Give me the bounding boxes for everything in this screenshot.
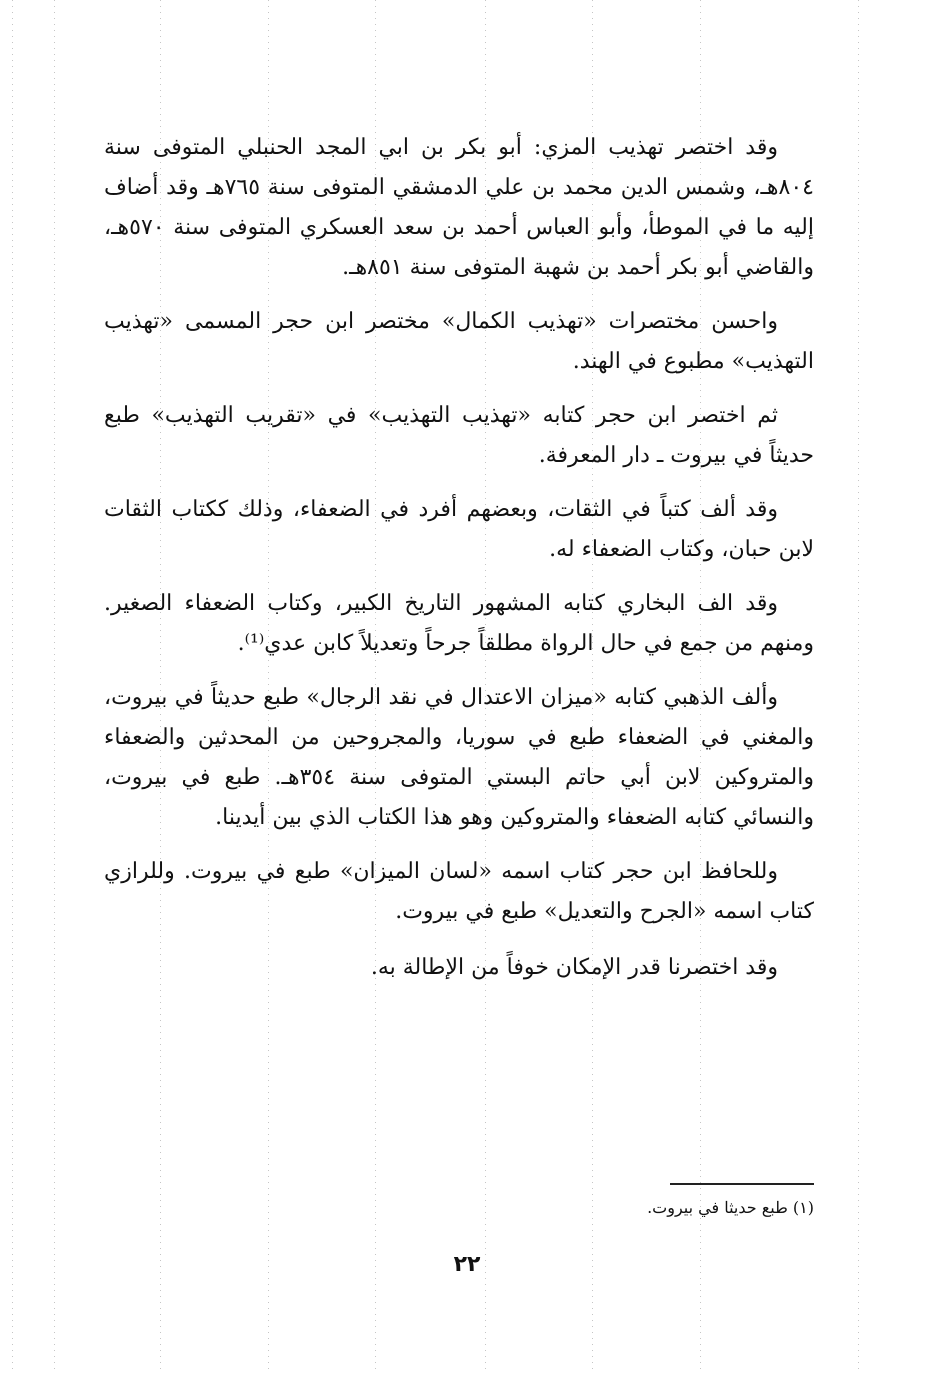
paragraph-thiqat: وقد ألف كتباً في الثقات، وبعضهم أفرد في الضعفاء، وذلك ككتاب الثقات لابن حبان، وكتاب الضعفاء له.	[104, 497, 814, 562]
page-number: ٢٢	[453, 1252, 481, 1277]
paragraph-abridgements: وقد اختصر تهذيب المزي: أبو بكر بن ابي المجد الحنبلي المتوفى سنة ٨٠٤هـ، وشمس الدين محمد بن علي الدمشقي المتوفى سنة ٧٦٥هـ وقد أضاف إليه ما في الموطأ، وأبو العباس أحمد بن سعد العسكري المتوفى سنة ٥٧٠هـ، والقاضي أبو بكر أحمد بن شهبة المتوفى سنة ٨٥١هـ.	[104, 135, 814, 280]
body-text	[104, 128, 814, 1002]
paragraph-best-abridgement: واحسن مختصرات «تهذيب الكمال» مختصر ابن حجر المسمى «تهذيب التهذيب» مطبوع في الهند.	[104, 309, 814, 374]
paragraph-dhahabi: وألف الذهبي كتابه «ميزان الاعتدال في نقد الرجال» طبع حديثاً في بيروت، والمغني في الضعفاء طبع في سوريا، والمجروحين من المحدثين والضعفاء والمتروكين لابن أبي حاتم البستي المتوفى سنة ٣٥٤هـ. طبع في بيروت، والنسائي كتابه الضعفاء والمتروكين وهو هذا الكتاب الذي بين أيدينا.	[104, 685, 814, 830]
paragraph-taqrib: ثم اختصر ابن حجر كتابه «تهذيب التهذيب» في «تقريب التهذيب» طبع حديثاً في بيروت ـ دار المعرفة.	[104, 403, 814, 468]
paragraph-closing: وقد اختصرنا قدر الإمكان خوفاً من الإطالة به.	[370, 955, 778, 980]
paragraph-lisan-al-mizan: وللحافظ ابن حجر كتاب اسمه «لسان الميزان» طبع في بيروت. وللرازي كتاب اسمه «الجرح والتعديل» طبع في بيروت.	[104, 859, 814, 924]
footnote-separator	[670, 1183, 814, 1185]
paragraph-bukhari: وقد الف البخاري كتابه المشهور التاريخ الكبير، وكتاب الضعفاء الصغير. ومنهم من جمع في حال الرواة مطلقاً جرحاً وتعديلاً كابن عدي⁽¹⁾.	[104, 591, 814, 656]
footnote: (١) طبع حديثا في بيروت.	[647, 1198, 814, 1217]
